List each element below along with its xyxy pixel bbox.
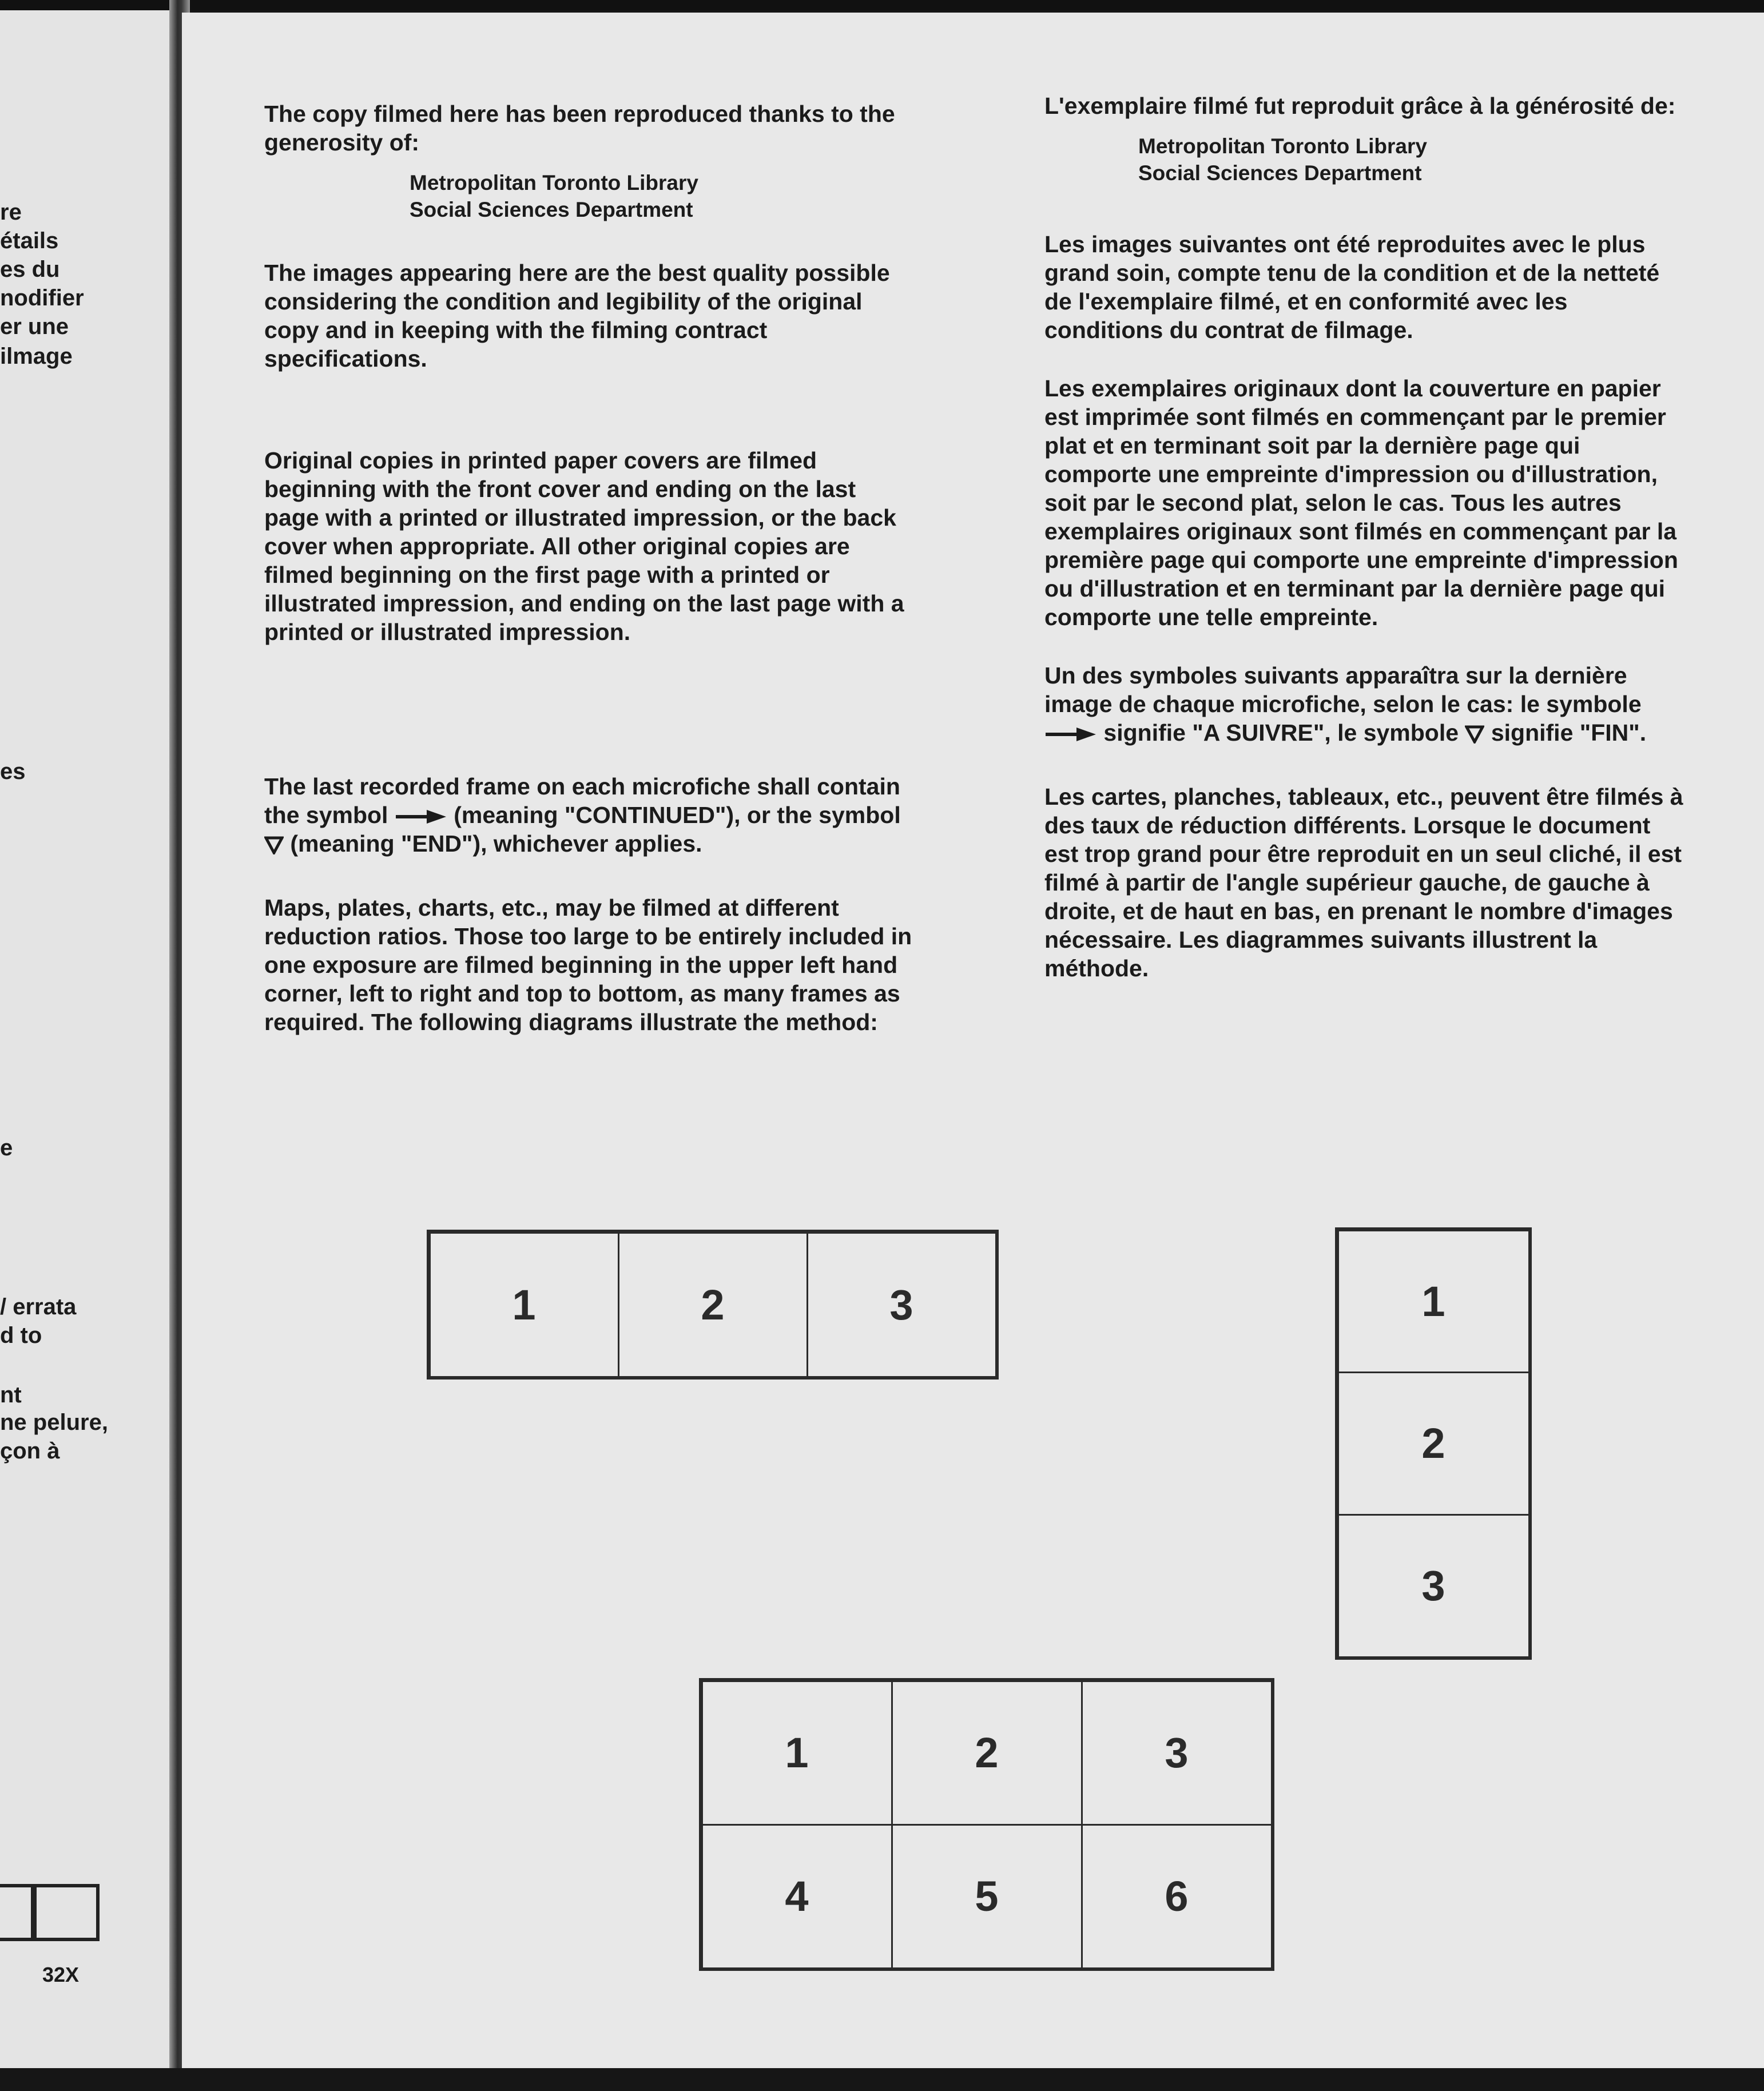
english-column — [264, 100, 916, 1036]
french-symbols-text: Un des symboles suivants apparaîtra sur la dernière image de chaque microfiche, selon le cas: le symbole signifie "A SUIVRE", le symbole signifie "FIN". — [1044, 662, 1647, 746]
frame-cell: 2 — [1337, 1372, 1530, 1516]
english-symbols-text: The last recorded frame on each microfiche shall contain the symbol (meaning "CONTINUED"), or the symbol (meaning "END"), whichever applies. — [264, 773, 901, 857]
frame-cell: 4 — [701, 1824, 893, 1969]
left-fragment: es du — [0, 257, 60, 282]
french-originals-text: Les exemplaires originaux dont la couverture en papier est imprimée sont filmés en commençant par le premier plat et en terminant soit par la dernière page qui comporte une empreinte d'impression ou d'illustration, soit par le second plat, selon le cas. Tous les autres exemplaires originaux sont filmés en commençant par la première page qui comporte une empreinte d'impression ou d'illustration et en terminant par la dernière page qui comporte une telle empreinte. — [1044, 375, 1678, 630]
previous-page-fragment — [0, 10, 176, 2069]
continued-arrow-icon — [395, 808, 447, 825]
left-fragment: e — [0, 1135, 13, 1160]
english-maps-text: Maps, plates, charts, etc., may be filmed at different reduction ratios. Those too large to be entirely included in one exposure are filmed beginning in the upper left hand corner, left to right and top to bottom, as many frames as required. The following diagrams illustrate the method: — [264, 895, 912, 1035]
english-intro: The copy filmed here has been reproduced thanks to the generosity of: — [264, 101, 895, 156]
left-fragment: ilmage — [0, 344, 73, 369]
frame-cell: 2 — [891, 1680, 1083, 1826]
vertical-frame-diagram — [1335, 1227, 1532, 1660]
frame-cell: 2 — [618, 1232, 808, 1378]
frame-cell: 1 — [701, 1680, 893, 1826]
left-fragment: nt — [0, 1382, 22, 1408]
left-fragment: re — [0, 200, 22, 225]
resolution-box-left — [0, 1884, 34, 1941]
english-library-department: Social Sciences Department — [410, 198, 693, 221]
frame-cell: 6 — [1081, 1824, 1273, 1969]
resolution-label: 32X — [42, 1963, 80, 1986]
english-library-name: Metropolitan Toronto Library — [410, 171, 698, 194]
end-triangle-icon — [264, 836, 284, 854]
horizontal-frame-diagram — [427, 1230, 999, 1380]
resolution-box-right — [33, 1884, 100, 1941]
left-fragment: ne pelure, — [0, 1410, 108, 1435]
french-quality-text: Les images suivantes ont été reproduites avec le plus grand soin, compte tenu de la condition et de la netteté de l'exemplaire filmé, et en conformité avec les conditions du contrat de filmage. — [1044, 231, 1660, 343]
end-triangle-icon — [1465, 725, 1484, 744]
film-bottom-edge — [0, 2068, 1764, 2091]
continued-arrow-icon — [1044, 726, 1097, 743]
english-library — [410, 169, 916, 223]
french-library-department: Social Sciences Department — [1138, 161, 1422, 185]
left-fragment: es — [0, 759, 26, 784]
frame-cell: 3 — [1081, 1680, 1273, 1826]
left-fragment: çon à — [0, 1438, 60, 1464]
frame-cell: 1 — [1337, 1230, 1530, 1374]
french-library-name: Metropolitan Toronto Library — [1138, 134, 1427, 158]
left-fragment: nodifier — [0, 285, 84, 311]
left-fragment: / errata — [0, 1294, 77, 1319]
frame-cell: 3 — [806, 1232, 997, 1378]
english-quality-text: The images appearing here are the best quality possible considering the condition and legibility of the original copy and in keeping with the filming contract specifications. — [264, 260, 890, 372]
left-fragment: étails — [0, 228, 59, 253]
left-fragment: d to — [0, 1323, 42, 1348]
french-maps-text: Les cartes, planches, tableaux, etc., peuvent être filmés à des taux de réduction différents. Lorsque le document est trop grand pour être reproduit en un seul cliché, il est filmé à partir de l'angle supérieur gauche, de gauche à droite, et de haut en bas, en prenant le nombre d'images nécessaire. Les diagrammes suivants illustrent la méthode. — [1044, 784, 1683, 981]
frame-cell: 3 — [1337, 1514, 1530, 1658]
french-intro: L'exemplaire filmé fut reproduit grâce à la générosité de: — [1044, 93, 1676, 119]
left-fragment: er une — [0, 314, 69, 339]
english-originals-text: Original copies in printed paper covers are filmed beginning with the front cover and ending on the last page with a printed or illustrated impression, or the back cover when appropriate. All other original copies are filmed beginning on the first page with a printed or illustrated impression, and ending on the last page with a printed or illustrated impression. — [264, 447, 904, 645]
french-library — [1138, 133, 1685, 186]
film-top-edge — [0, 0, 1764, 10]
french-column — [1044, 92, 1685, 983]
frame-cell: 1 — [429, 1232, 619, 1378]
frame-cell: 5 — [891, 1824, 1083, 1969]
grid-frame-diagram — [699, 1678, 1274, 1971]
